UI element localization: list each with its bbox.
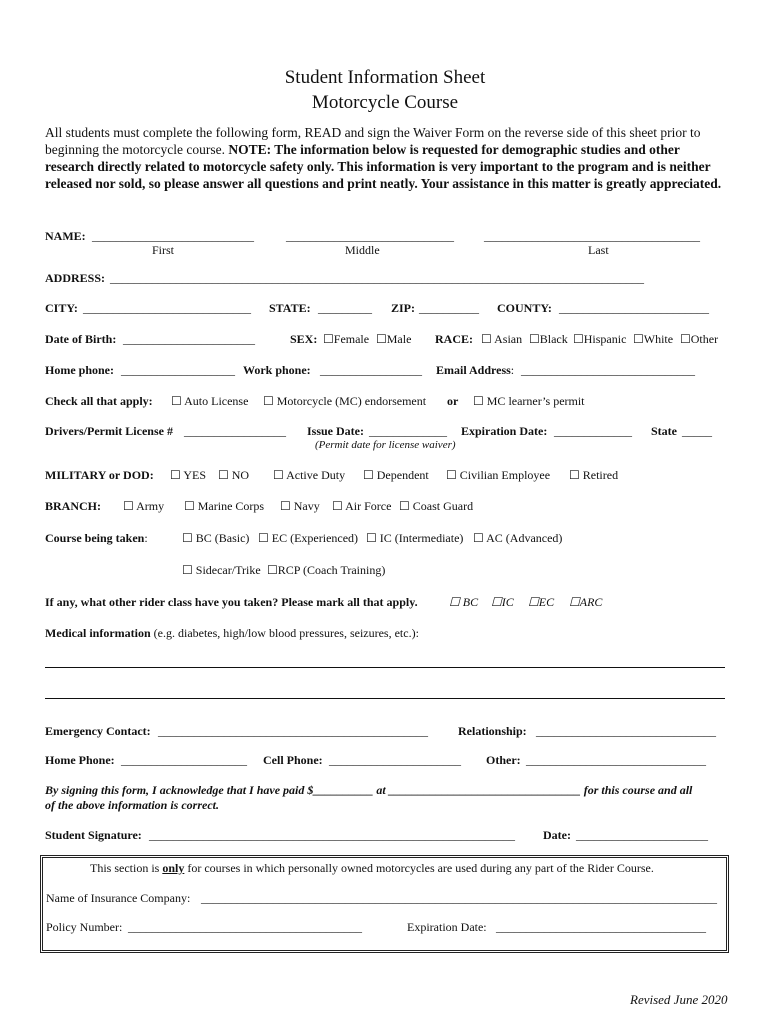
dob-field[interactable]: ______________________ xyxy=(123,332,255,346)
permit-note: (Permit date for license waiver) xyxy=(315,439,456,451)
intro-paragraph xyxy=(45,124,725,192)
course-label: Course being taken: xyxy=(45,531,148,545)
medical-line-1[interactable] xyxy=(45,667,725,668)
state-field[interactable]: _________ xyxy=(318,301,372,315)
cell-phone-label: Cell Phone: xyxy=(263,753,323,767)
address-label: ADDRESS: xyxy=(45,271,106,285)
other-phone-field[interactable]: ______________________________ xyxy=(526,753,706,767)
branch-label: BRANCH: xyxy=(45,499,101,513)
revised-date: Revised June 2020 xyxy=(630,992,728,1007)
license-field[interactable]: _________________ xyxy=(184,424,286,438)
or-label: or xyxy=(447,394,459,408)
checkbox-icon[interactable]: ☐ xyxy=(182,563,193,577)
military-label: MILITARY or DOD: xyxy=(45,468,154,482)
checkbox-icon[interactable]: ☐ xyxy=(323,332,334,346)
dependent-option[interactable]: ☐ Dependent xyxy=(363,468,429,482)
license-label: Drivers/Permit License # xyxy=(45,424,173,438)
medical-label: Medical information (e.g. diabetes, high/low blood pressures, seizures, etc.): xyxy=(45,626,419,640)
relationship-label: Relationship: xyxy=(458,724,527,738)
first-caption: First xyxy=(152,243,175,257)
course-rcp-option[interactable]: ☐RCP (Coach Training) xyxy=(267,563,386,577)
checkbox-icon[interactable]: ☐ xyxy=(446,468,457,482)
emergency-home-phone-field[interactable]: _____________________ xyxy=(121,753,247,767)
signature-date-field[interactable]: ______________________ xyxy=(576,828,708,842)
course-sidecar-option[interactable]: ☐ Sidecar/Trike xyxy=(182,563,261,577)
emergency-contact-field[interactable]: _____________________________________________ xyxy=(158,724,428,738)
policy-number-label: Policy Number: xyxy=(46,920,123,934)
checkbox-icon[interactable]: ☐ xyxy=(123,499,134,513)
expiration-field[interactable]: _____________ xyxy=(554,424,632,438)
checkbox-icon[interactable]: ☐ xyxy=(449,595,460,609)
last-name-field[interactable]: ____________________________________ xyxy=(484,229,700,243)
license-state-field[interactable]: _____ xyxy=(682,424,712,438)
checkbox-icon[interactable]: ☐ xyxy=(633,332,644,346)
emergency-home-phone-label: Home Phone: xyxy=(45,753,115,767)
check-all-label: Check all that apply: xyxy=(45,394,153,408)
dob-label: Date of Birth: xyxy=(45,332,117,346)
course-bc-option[interactable]: ☐ BC (Basic) xyxy=(182,531,250,545)
other-option[interactable]: ☐Other xyxy=(680,332,719,346)
retired-option[interactable]: ☐ Retired xyxy=(569,468,619,482)
checkbox-icon[interactable]: ☐ xyxy=(263,394,274,408)
middle-caption: Middle xyxy=(345,243,380,257)
learner-permit-option[interactable]: ☐ MC learner’s permit xyxy=(473,394,585,408)
city-field[interactable]: ____________________________ xyxy=(83,301,251,315)
issue-date-field[interactable]: _____________ xyxy=(369,424,447,438)
acknowledgement-line-1: By signing this form, I acknowledge that I have paid $__________ at ________________________________ for this course and all xyxy=(45,783,693,797)
county-label: COUNTY: xyxy=(497,301,552,315)
emergency-contact-label: Emergency Contact: xyxy=(45,724,151,738)
checkbox-icon[interactable]: ☐ xyxy=(680,332,691,346)
home-phone-label: Home phone: xyxy=(45,363,114,377)
checkbox-icon[interactable]: ☐ xyxy=(491,595,502,609)
coastguard-option[interactable]: ☐ Coast Guard xyxy=(399,499,474,513)
relationship-field[interactable]: ______________________________ xyxy=(536,724,716,738)
checkbox-icon[interactable]: ☐ xyxy=(399,499,410,513)
email-field[interactable]: _____________________________ xyxy=(521,363,695,377)
airforce-option[interactable]: ☐ Air Force xyxy=(332,499,392,513)
course-ac-option[interactable]: ☐ AC (Advanced) xyxy=(473,531,563,545)
checkbox-icon[interactable]: ☐ xyxy=(363,468,374,482)
rider-ic-option[interactable]: ☐IC xyxy=(491,595,514,609)
county-field[interactable]: _________________________ xyxy=(559,301,709,315)
signature-field[interactable]: _____________________________________________________________ xyxy=(149,828,515,842)
checkbox-icon[interactable]: ☐ xyxy=(280,499,291,513)
insurance-company-label: Name of Insurance Company: xyxy=(46,891,191,905)
sex-label: SEX: xyxy=(290,332,318,346)
rider-bc-option[interactable]: ☐ BC xyxy=(449,595,479,609)
intro-note: NOTE: The information below is requested for demographic studies and other research directly related to motorcycle safety only. This information is very important to the program and is neither released nor sold, so please answer all questions and print neatly. Your assistance in this matter is greatly appreciated. xyxy=(45,142,722,191)
civilian-option[interactable]: ☐ Civilian Employee xyxy=(446,468,551,482)
army-option[interactable]: ☐ Army xyxy=(123,499,165,513)
signature-date-label: Date: xyxy=(543,828,571,842)
checkbox-icon[interactable]: ☐ xyxy=(258,531,269,545)
address-field[interactable]: _________________________________________________________________________________________ xyxy=(110,271,644,285)
city-label: CITY: xyxy=(45,301,78,315)
female-option[interactable]: ☐Female xyxy=(323,332,370,346)
rider-ec-option[interactable]: ☐EC xyxy=(528,595,555,609)
course-ec-option[interactable]: ☐ EC (Experienced) xyxy=(258,531,359,545)
other-phone-label: Other: xyxy=(486,753,521,767)
other-rider-class-label: If any, what other rider class have you taken? Please mark all that apply. xyxy=(45,595,418,609)
checkbox-icon[interactable]: ☐ xyxy=(184,499,195,513)
insurance-note: This section is only for courses in which personally owned motorcycles are used during any part of the Rider Course. xyxy=(90,861,654,875)
signature-label: Student Signature: xyxy=(45,828,142,842)
checkbox-icon[interactable]: ☐ xyxy=(569,595,580,609)
email-label: Email Address: xyxy=(436,363,515,377)
checkbox-icon[interactable]: ☐ xyxy=(569,468,580,482)
checkbox-icon[interactable]: ☐ xyxy=(182,531,193,545)
male-option[interactable]: ☐Male xyxy=(376,332,412,346)
policy-number-field[interactable]: _______________________________________ xyxy=(128,920,362,934)
license-state-label: State xyxy=(651,424,677,438)
middle-name-field[interactable]: ____________________________ xyxy=(286,229,454,243)
cell-phone-field[interactable]: ______________________ xyxy=(329,753,461,767)
last-caption: Last xyxy=(588,243,609,257)
course-ic-option[interactable]: ☐ IC (Intermediate) xyxy=(366,531,464,545)
page-title: Student Information Sheet xyxy=(284,67,486,88)
marines-option[interactable]: ☐ Marine Corps xyxy=(184,499,265,513)
checkbox-icon[interactable]: ☐ xyxy=(376,332,387,346)
issue-date-label: Issue Date: xyxy=(307,424,364,438)
zip-label: ZIP: xyxy=(391,301,415,315)
insurance-company-field[interactable]: ______________________________________________________________________________________ xyxy=(201,891,717,905)
name-label: NAME: xyxy=(45,229,86,243)
checkbox-icon[interactable]: ☐ xyxy=(573,332,584,346)
checkbox-icon[interactable]: ☐ xyxy=(171,394,182,408)
intro-text: All students must complete the following form, READ and sign the Waiver Form on the reverse side of this sheet prior to beginning the motorcycle course. xyxy=(45,125,701,157)
home-phone-field[interactable]: ___________________ xyxy=(121,363,235,377)
medical-line-2[interactable] xyxy=(45,698,725,699)
checkbox-icon[interactable]: ☐ xyxy=(170,468,181,482)
military-no-option[interactable]: ☐ NO xyxy=(218,468,250,482)
insurance-expiration-field[interactable]: ___________________________________ xyxy=(496,920,706,934)
race-label: RACE: xyxy=(435,332,473,346)
expiration-label: Expiration Date: xyxy=(461,424,548,438)
checkbox-icon[interactable]: ☐ xyxy=(481,332,492,346)
checkbox-icon[interactable]: ☐ xyxy=(528,595,539,609)
checkbox-icon[interactable]: ☐ xyxy=(273,468,284,482)
work-phone-field[interactable]: _________________ xyxy=(320,363,422,377)
checkbox-icon[interactable]: ☐ xyxy=(473,531,484,545)
mc-endorsement-option[interactable]: ☐ Motorcycle (MC) endorsement xyxy=(263,394,427,408)
rider-arc-option[interactable]: ☐ARC xyxy=(569,595,603,609)
black-option[interactable]: ☐Black xyxy=(529,332,568,346)
page-subtitle: Motorcycle Course xyxy=(311,92,459,113)
checkbox-icon[interactable]: ☐ xyxy=(366,531,377,545)
checkbox-icon[interactable]: ☐ xyxy=(473,394,484,408)
hispanic-option[interactable]: ☐Hispanic xyxy=(573,332,627,346)
zip-field[interactable]: __________ xyxy=(419,301,479,315)
asian-option[interactable]: ☐ Asian xyxy=(481,332,523,346)
checkbox-icon[interactable]: ☐ xyxy=(218,468,229,482)
first-name-field[interactable]: ___________________________ xyxy=(92,229,254,243)
checkbox-icon[interactable]: ☐ xyxy=(267,563,278,577)
military-yes-option[interactable]: ☐ YES xyxy=(170,468,206,482)
auto-license-option[interactable]: ☐ Auto License xyxy=(171,394,249,408)
state-label: STATE: xyxy=(269,301,311,315)
checkbox-icon[interactable]: ☐ xyxy=(332,499,343,513)
white-option[interactable]: ☐White xyxy=(633,332,674,346)
acknowledgement-line-2: of the above information is correct. xyxy=(45,798,219,812)
work-phone-label: Work phone: xyxy=(243,363,311,377)
insurance-expiration-label: Expiration Date: xyxy=(407,920,487,934)
navy-option[interactable]: ☐ Navy xyxy=(280,499,320,513)
checkbox-icon[interactable]: ☐ xyxy=(529,332,540,346)
active-duty-option[interactable]: ☐ Active Duty xyxy=(273,468,346,482)
